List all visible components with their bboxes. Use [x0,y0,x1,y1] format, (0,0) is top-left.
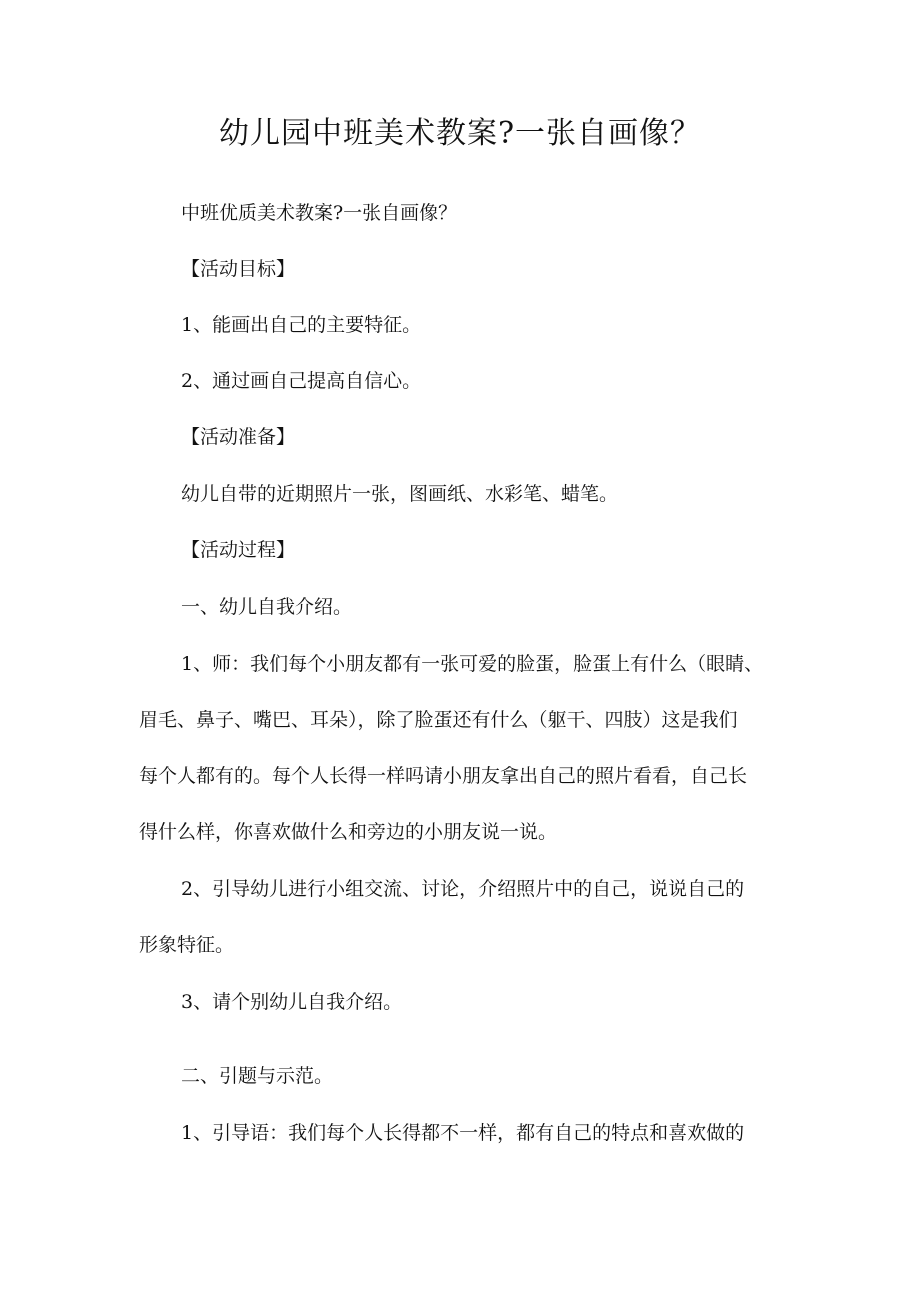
paragraph-line: 1、师：我们每个小朋友都有一张可爱的脸蛋，脸蛋上有什么（眼睛、 [181,653,764,675]
paragraph-line: 二、引题与示范。 [181,1065,334,1087]
paragraph-line: 3、请个别幼儿自我介绍。 [181,991,403,1013]
paragraph-line: 眉毛、鼻子、嘴巴、耳朵），除了脸蛋还有什么（躯干、四肢）这是我们 [139,709,738,731]
paragraph-line: 1、能画出自己的主要特征。 [181,314,422,336]
paragraph-line: 1、引导语：我们每个人长得都不一样，都有自己的特点和喜欢做的 [181,1122,745,1144]
paragraph-line: 幼儿自带的近期照片一张，图画纸、水彩笔、蜡笔。 [181,483,619,505]
paragraph-line: 形象特征。 [139,934,235,956]
document-title: 幼儿园中班美术教案?一张自画像？ [218,116,702,151]
paragraph-line: 2、引导幼儿进行小组交流、讨论，介绍照片中的自己，说说自己的 [181,878,745,900]
paragraph-line: 一、幼儿自我介绍。 [181,596,353,618]
paragraph-line: 得什么样，你喜欢做什么和旁边的小朋友说一说。 [139,821,558,843]
section-heading-process: 【活动过程】 [181,539,296,561]
subtitle-line: 中班优质美术教案?一张自画像？ [181,202,458,224]
section-heading-goals: 【活动目标】 [181,258,296,280]
paragraph-line: 每个人都有的。每个人长得一样吗请小朋友拿出自己的照片看看，自己长 [139,765,748,787]
section-heading-preparation: 【活动准备】 [181,426,296,448]
paragraph-line: 2、通过画自己提高自信心。 [181,370,422,392]
